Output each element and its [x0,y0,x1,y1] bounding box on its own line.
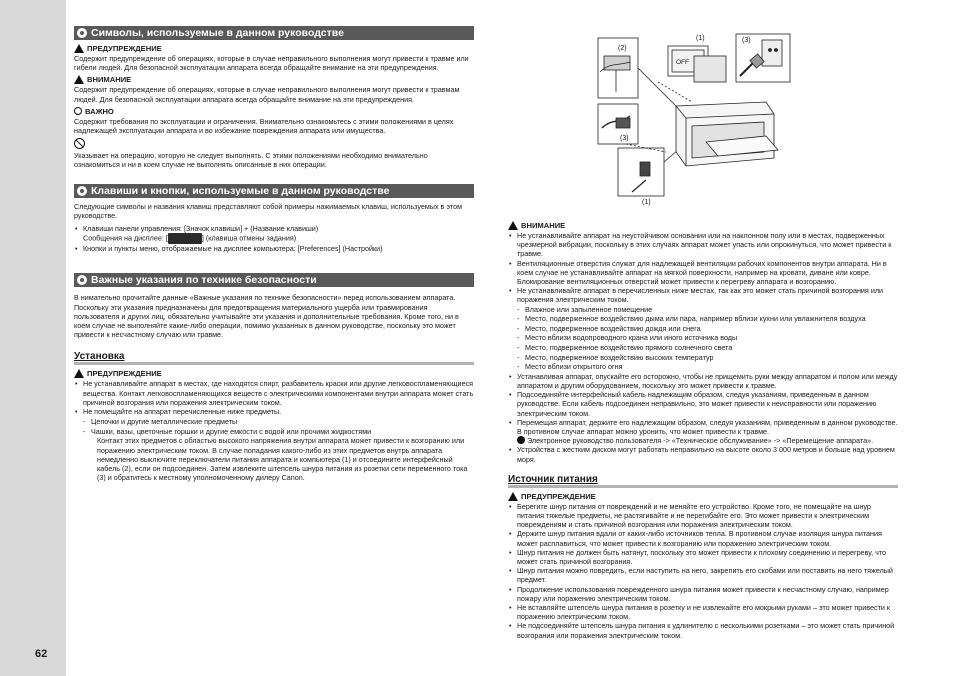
safety-p1: В нимательно прочитайте данные «Важные указания по технике безопасности» перед использованием аппарата. [74,293,456,303]
section-title: Символы, используемые в данном руководстве [91,27,344,39]
safety-p2: Поскольку эти указания предназначены для предотвращения материального ущерба или травмирования пользователя и других лиц, обязательно учитывайте эти указания и дополнительные требования. Кроме того, ни в коем случае не выполняйте какие-либо операции, помимо указанных в данном руководстве, поскольку это может привести к несчастному случаю или травме. [74,302,459,340]
dash-item: - Место, подверженное воздействию дыма или пара, например вблизи кухни или увлажнителя воздуха [517,314,898,324]
dash-item: - Место, подверженное воздействию высоких температур [517,353,898,363]
install-heading [74,351,474,365]
dash-item: - Место, подверженное воздействию прямого солнечного света [517,343,898,353]
install-title: Установка [74,351,125,363]
caution-b6-text: Перемещая аппарат, держите его надлежащим образом, следуя указаниям, приведенным в данном руководстве. В противном случае аппарат можно уронить, что может привести к травме. [517,417,898,436]
list-item: • Не подсоединяйте штепсель шнура питания к удлинителю с несколькими розетками – это может стать причиной возгорания или поражения электрическим током. [508,621,898,639]
list-item: • Не устанавливайте аппарат на неустойчивом основании или на наклонном полу или в местах, подверженных чрезмерной вибрации, поскольку в этих случаях аппарат может упасть или опрокинуться, что может привести к травме. [508,231,898,259]
dash-item: - Влажное или запыленное помещение [517,305,898,315]
power-heading [508,474,898,488]
list-item: • Продолжение использования поврежденного шнура питания может привести к несчастному случаю, например пожару или поражению электрическим током. [508,585,898,603]
list-item: • Не устанавливайте аппарат в перечисленных ниже местах, так как это может стать причиной возгорания или поражения электрическим током. [508,286,898,304]
keys-item-b-post: ] (клавиша отмены задания) [201,233,297,243]
figure-off-text: OFF [676,59,689,66]
section-bar-safety [74,273,474,287]
bullet-circle-icon [77,186,87,196]
caution-label: ВНИМАНИЕ [87,75,132,85]
keys-item-a: Клавиши панели управления: [Значок клавиши] + (Название клавиши) [83,224,319,234]
caution-heading [508,221,898,230]
display-key-icon [168,233,202,244]
warning-label: ПРЕДУПРЕЖДЕНИЕ [87,44,162,53]
important-text: Содержит требования по эксплуатации и ограничения. Внимательно ознакомьтесь с этими положениями в целях надлежащей эксплуатации аппарата и во избежание повреждения аппарата или имущества. [74,116,454,136]
warning-heading [74,44,474,53]
prohibited-icon [74,138,85,149]
warning-triangle-icon [74,44,84,53]
list-item: • Не помещайте на аппарат перечисленные ниже предметы. [74,407,474,416]
power-warning-heading [508,492,898,501]
list-item: • Устройства с жестким диском могут работать неправильно на высоте около 3 000 метров и больше над уровнем моря. [508,445,898,463]
prohibited-text: Указывает на операцию, которую не следует выполнять. С этими положениями необходимо внимательно ознакомиться и ни в коем случае не выполнять описанные в них операции. [74,151,428,170]
important-icon [74,107,82,115]
page-number: 62 [35,648,48,660]
list-item: • Не вставляйте штепсель шнура питания в розетку и не извлекайте его мокрыми руками – это может привести к поражению электрическим током. [508,603,898,621]
keys-list [74,224,474,253]
section-title: Клавиши и кнопки, используемые в данном руководстве [91,184,390,197]
figure-label-3b: (3) [620,135,629,142]
section-bar-keys [74,184,474,198]
caution-label: ВНИМАНИЕ [521,221,566,230]
dash-item: - Место вблизи водопроводного крана или иного источника воды [517,333,898,343]
list-item: • Кнопки и пункты меню, отображаемые на дисплее компьютера: [Preferences] (Настройки) [74,244,474,253]
right-column [508,218,898,640]
important-label: ВАЖНО [85,106,114,116]
power-warning-label: ПРЕДУПРЕЖДЕНИЕ [521,491,596,501]
install-warning-heading [74,369,474,378]
caution-b6-note: Электронное руководство пользователя -> «Техническое обслуживание» -> «Перемещение аппарата». [527,436,874,446]
warning-text: Содержит предупреждение об операциях, которые в случае неправильного выполнения могут привести к травме или гибели людей. Для безопасной эксплуатации аппарата всегда обращайте внимание на эти предупреждения. [74,54,469,73]
caution-heading [74,75,474,84]
list-item [508,418,898,446]
section-title: Важные указания по технике безопасности [91,274,317,287]
list-item [74,224,474,244]
caution-text: Содержит предупреждение об операциях, которые в случае неправильного выполнения могут привести к травмам людей. Для безопасной эксплуатации аппарата всегда обращайте внимание на эти предупреждения. [74,85,460,104]
list-item: • Берегите шнур питания от повреждений и не меняйте его устройство. Кроме того, не помещайте на шнур питания тяжелые предметы, не растягивайте и не перегибайте его. Это может привести к электрическим повреждениям и стать причиной возгорания или поражения электрическим током. [508,502,898,530]
figure-label-3a: (3) [742,37,751,44]
power-title: Источник питания [508,473,598,485]
caution-triangle-icon [74,75,84,84]
keys-item-b-pre: Сообщения на дисплее: [ [83,233,168,243]
power-list [508,502,898,640]
list-item: • Устанавливая аппарат, опускайте его осторожно, чтобы не прищемить руки между аппаратом и полом или между аппаратом и другим оборудованием, поскольку это может привести к травме. [508,372,898,390]
installation-figure [596,32,794,207]
install-warning-label: ПРЕДУПРЕЖДЕНИЕ [87,369,162,379]
left-margin-band [0,0,66,676]
keys-intro: Следующие символы и названия клавиш представляют собой примеры нажимаемых клавиш, используемых в этом руководстве. [74,201,463,220]
list-item: • Шнур питания не должен быть натянут, поскольку это может привести к плохому соединению и перегреву, что может стать причиной возгорания. [508,548,898,566]
figure-label-2: (2) [618,45,627,52]
list-item: • Шнур питания можно повредить, если наступить на него, закрепить его скобами или поставить на него тяжелый предмет. [508,566,898,584]
caution-dash-list [508,305,898,372]
section-bar-symbols [74,26,474,40]
bullet-circle-icon [77,275,87,285]
left-column [74,26,474,482]
dash-item: - Чашки, вазы, цветочные горшки и другие емкости с водой или прочими жидкостями [83,427,474,437]
install-list [74,379,474,416]
install-dash-list [74,417,474,436]
caution-list [508,231,898,305]
figure-label-1a: (1) [696,35,705,42]
caution-triangle-icon [508,221,518,230]
list-item: • Держите шнур питания вдали от каких-либо источников тепла. В противном случае изоляция шнура питания может расплавиться, что может привести к возгоранию или поражению электрическим током. [508,529,898,547]
figure-label-1b: (1) [642,199,651,206]
warning-triangle-icon [74,369,84,378]
dash-item: - Место, подверженное воздействию дождя или снега [517,324,898,334]
list-item: • Не устанавливайте аппарат в местах, где находятся спирт, разбавитель краски или другие легковоспламеняющиеся вещества. Контакт легковоспламеняющихся веществ с электрическими компонентами внутри аппарата может стать причиной возгорания или поражения электрическим током. [74,379,474,407]
figure-illustration [596,32,794,207]
caution-list-cont [508,372,898,464]
reference-icon [517,436,525,444]
dash-item: - Цепочки и другие металлические предметы [83,417,474,427]
list-item: • Подсоединяйте интерфейсный кабель надлежащим образом, следуя указаниям, приведенным в данном руководстве. Если кабель подсоединен неправильно, это может привести к неисправности или поражению электрическим током. [508,390,898,418]
install-after-text: Контакт этих предметов с областью высокого напряжения внутри аппарата может привести к возгоранию или поражению электрическим током. В случае попадания какого-либо из этих предметов внутрь аппарата немедленно выключите переключатели питания аппарата и компьютера (1) и отсоедините интерфейсный кабель (2), если он подсоединен. Затем извлеките штепсель шнура питания из розетки сети переменного тока (3) и обратитесь к местному уполномоченному дилеру Canon. [97,436,468,483]
bullet-circle-icon [77,28,87,38]
warning-triangle-icon [508,492,518,501]
list-item: • Вентиляционные отверстия служат для надлежащей вентиляции рабочих компонентов внутри аппарата. Ни в коем случае не устанавливайте аппарат на мягкой поверхности, например на кровати, диване или ковре. Блокирование вентиляционных отверстий может привести к перегреву аппарата и возгоранию. [508,259,898,287]
dash-item: - Место вблизи открытого огня [517,362,898,372]
important-heading [74,107,474,116]
